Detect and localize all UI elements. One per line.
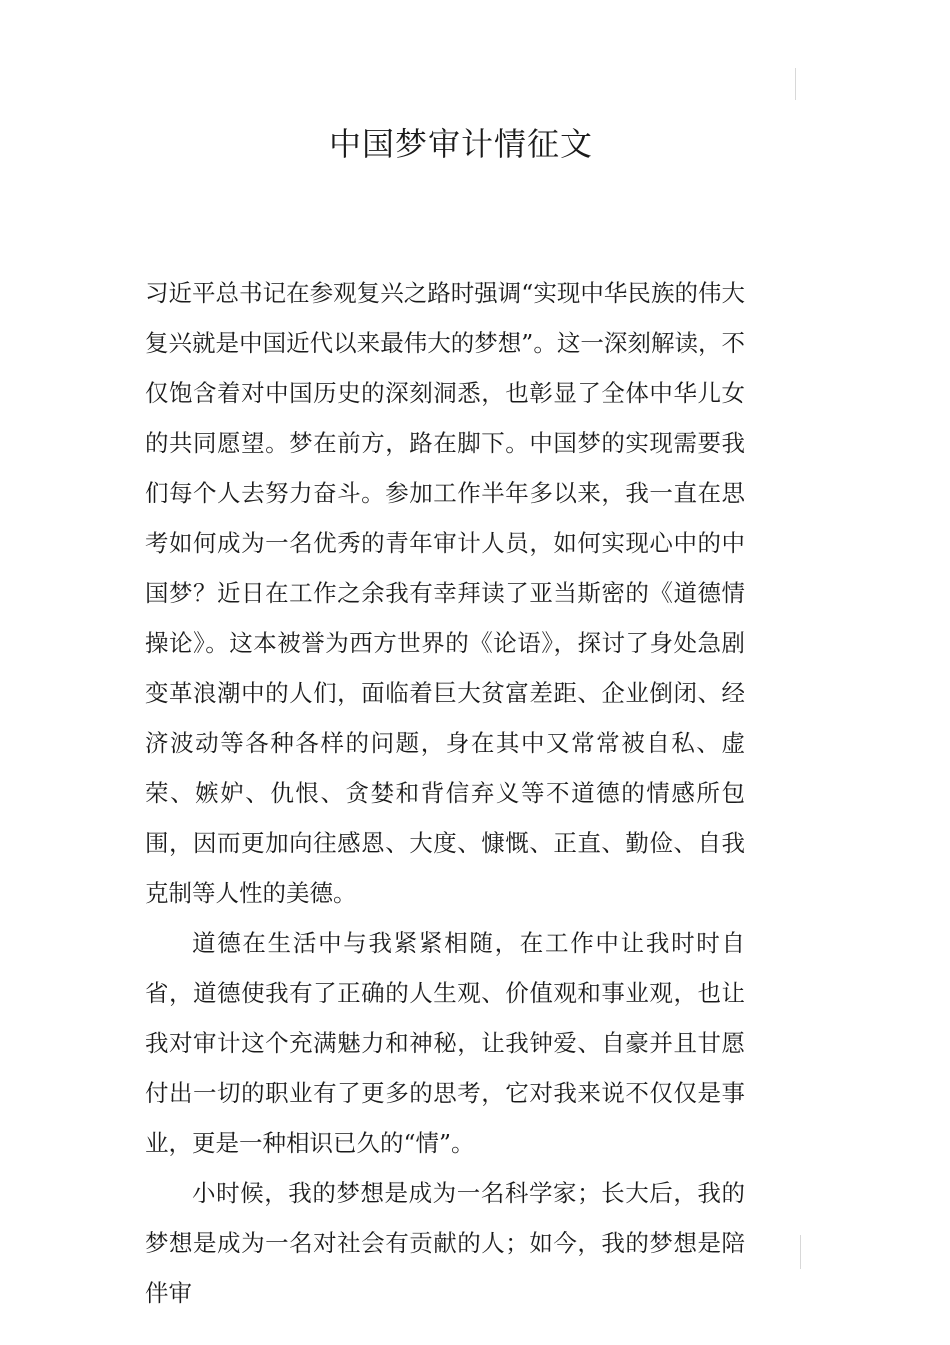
document-body [145, 268, 745, 1318]
body-paragraph-2: 道德在生活中与我紧紧相随，在工作中让我时时自省，道德使我有了正确的人生观、价值观和事业观，也让我对审计这个充满魅力和神秘，让我钟爱、自豪并且甘愿付出一切的职业有了更多的思考，它对我来说不仅仅是事业，更是一种相识已久的“情”。 [145, 929, 745, 1157]
page-corner-mark-top [795, 68, 796, 100]
page-corner-mark-bottom [800, 1235, 801, 1269]
body-paragraph-3: 小时候，我的梦想是成为一名科学家；长大后，我的梦想是成为一名对社会有贡献的人；如今，我的梦想是陪伴审 [145, 1179, 745, 1307]
document-title: 中国梦审计情征文 [328, 125, 593, 163]
body-paragraph-1: 习近平总书记在参观复兴之路时强调“实现中华民族的伟大复兴就是中国近代以来最伟大的梦想”。这一深刻解读，不仅饱含着对中国历史的深刻洞悉，也彰显了全体中华儿女的共同愿望。梦在前方，路在脚下。中国梦的实现需要我们每个人去努力奋斗。参加工作半年多以来，我一直在思考如何成为一名优秀的青年审计人员，如何实现心中的中国梦？近日在工作之余我有幸拜读了亚当斯密的《道德情操论》。这本被誉为西方世界的《论语》，探讨了身处急剧变革浪潮中的人们，面临着巨大贫富差距、企业倒闭、经济波动等各种各样的问题，身在其中又常常被自私、虚荣、嫉妒、仇恨、贪婪和背信弃义等不道德的情感所包围，因而更加向往感恩、大度、慷慨、正直、勤俭、自我克制等人性的美德。 [145, 279, 745, 907]
